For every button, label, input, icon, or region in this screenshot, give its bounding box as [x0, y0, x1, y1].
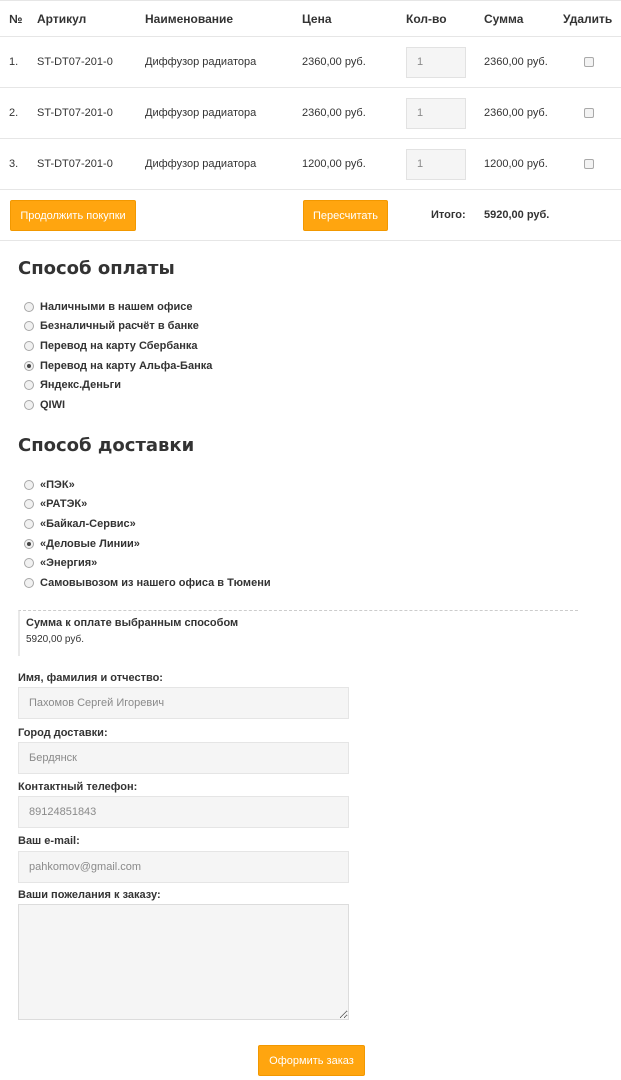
cart-footer — [0, 189, 621, 241]
payment-option-label: Яндекс.Деньги — [40, 379, 122, 392]
radio-button[interactable] — [24, 519, 34, 529]
row-price: 2360,00 руб. — [302, 107, 366, 119]
payment-option-label: QIWI — [40, 398, 66, 411]
header-name: Наименование — [145, 11, 234, 26]
delete-checkbox[interactable] — [584, 108, 594, 118]
delete-checkbox[interactable] — [584, 159, 594, 169]
quantity-input[interactable] — [406, 98, 466, 129]
radio-button[interactable] — [24, 499, 34, 509]
row-article: ST-DT07-201-0 — [37, 158, 113, 170]
payment-option[interactable] — [24, 317, 212, 337]
delete-checkbox[interactable] — [584, 57, 594, 67]
wishes-label: Ваши пожелания к заказу: — [18, 889, 161, 901]
delivery-option[interactable] — [24, 495, 271, 515]
name-label: Имя, фамилия и отчество: — [18, 672, 163, 684]
phone-label: Контактный телефон: — [18, 781, 138, 793]
place-order-button[interactable]: Оформить заказ — [258, 1045, 365, 1076]
radio-button[interactable] — [24, 480, 34, 490]
row-sum: 2360,00 руб. — [484, 107, 548, 119]
email-field[interactable] — [18, 851, 349, 883]
total-label: Итого: — [431, 209, 466, 221]
header-delete: Удалить — [563, 11, 613, 26]
row-price: 2360,00 руб. — [302, 56, 366, 68]
payment-option-label: Перевод на карту Альфа-Банка — [40, 359, 213, 372]
delivery-option-label: «Байкал-Сервис» — [40, 517, 136, 530]
delivery-option[interactable] — [24, 553, 271, 573]
phone-field[interactable] — [18, 796, 349, 828]
payment-option-label: Перевод на карту Сбербанка — [40, 339, 198, 352]
table-row — [0, 138, 621, 189]
delivery-option-label: «Энергия» — [40, 557, 98, 570]
delivery-option-label: Самовывозом из нашего офиса в Тюмени — [40, 576, 271, 589]
table-row — [0, 36, 621, 87]
delivery-option-label: «РАТЭК» — [40, 498, 88, 511]
row-article: ST-DT07-201-0 — [37, 107, 113, 119]
radio-button[interactable] — [24, 380, 34, 390]
header-num: № — [9, 11, 23, 26]
row-name: Диффузор радиатора — [145, 158, 257, 170]
row-sum: 1200,00 руб. — [484, 158, 548, 170]
row-article: ST-DT07-201-0 — [37, 56, 113, 68]
email-label: Ваш e-mail: — [18, 835, 80, 847]
payment-option[interactable] — [24, 395, 212, 415]
summary-value: 5920,00 руб. — [26, 634, 84, 645]
header-sum: Сумма — [484, 11, 524, 26]
radio-button[interactable] — [24, 578, 34, 588]
payment-option[interactable] — [24, 356, 212, 376]
name-field[interactable] — [18, 687, 349, 719]
cart-header-row — [0, 1, 621, 36]
delivery-option[interactable] — [24, 514, 271, 534]
delivery-options — [24, 475, 271, 593]
city-label: Город доставки: — [18, 727, 108, 739]
summary-title: Сумма к оплате выбранным способом — [26, 617, 239, 629]
payment-option-label: Безналичный расчёт в банке — [40, 320, 199, 333]
row-num: 2. — [9, 107, 19, 119]
payment-option[interactable] — [24, 336, 212, 356]
city-field[interactable] — [18, 742, 349, 774]
payment-option-label: Наличными в нашем офисе — [40, 300, 193, 313]
row-sum: 2360,00 руб. — [484, 56, 548, 68]
header-price: Цена — [302, 11, 332, 26]
total-value: 5920,00 руб. — [484, 209, 550, 221]
radio-button[interactable] — [24, 321, 34, 331]
payment-title: Способ оплаты — [18, 258, 175, 279]
payment-options — [24, 297, 212, 415]
delivery-option[interactable] — [24, 573, 271, 593]
payment-option[interactable] — [24, 375, 212, 395]
recalculate-button[interactable]: Пересчитать — [303, 200, 388, 231]
delivery-option[interactable] — [24, 475, 271, 495]
header-article: Артикул — [37, 11, 87, 26]
row-num: 1. — [9, 56, 19, 68]
wishes-textarea[interactable] — [18, 904, 349, 1020]
row-name: Диффузор радиатора — [145, 107, 257, 119]
row-num: 3. — [9, 158, 19, 170]
radio-button-checked[interactable] — [24, 361, 34, 371]
row-price: 1200,00 руб. — [302, 158, 366, 170]
header-qty: Кол-во — [406, 11, 447, 26]
delivery-option-label: «Деловые Линии» — [40, 537, 140, 550]
quantity-input[interactable] — [406, 47, 466, 78]
radio-button[interactable] — [24, 341, 34, 351]
delivery-title: Способ доставки — [18, 435, 195, 456]
delivery-option-label: «ПЭК» — [40, 478, 75, 491]
quantity-input[interactable] — [406, 149, 466, 180]
radio-button[interactable] — [24, 302, 34, 312]
radio-button[interactable] — [24, 558, 34, 568]
radio-button[interactable] — [24, 400, 34, 410]
delivery-option[interactable] — [24, 534, 271, 554]
cart-table — [0, 0, 621, 241]
payment-summary — [18, 610, 578, 656]
table-row — [0, 87, 621, 138]
row-name: Диффузор радиатора — [145, 56, 257, 68]
payment-option[interactable] — [24, 297, 212, 317]
continue-shopping-button[interactable]: Продолжить покупки — [10, 200, 136, 231]
radio-button-checked[interactable] — [24, 539, 34, 549]
